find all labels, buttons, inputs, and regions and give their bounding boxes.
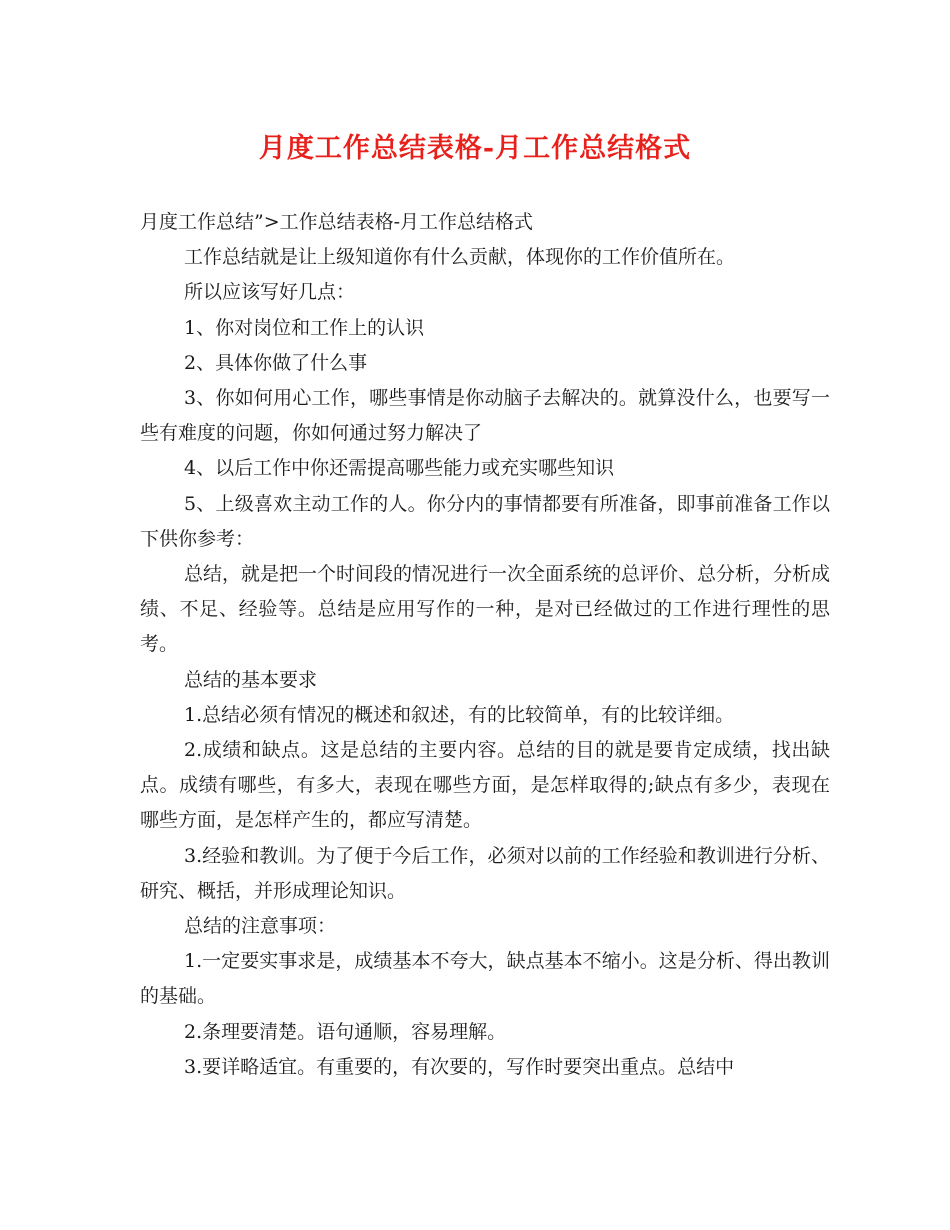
document-body bbox=[140, 205, 830, 1085]
paragraph: 所以应该写好几点： bbox=[184, 281, 356, 304]
list-item: 2、具体你做了什么事 bbox=[184, 351, 368, 374]
list-item: 1、你对岗位和工作上的认识 bbox=[184, 316, 425, 339]
list-item: 3.要详略适宜。有重要的，有次要的，写作时要突出重点。总结中 bbox=[184, 1055, 735, 1078]
paragraph-intro: 月度工作总结”>工作总结表格-月工作总结格式 bbox=[140, 211, 534, 233]
section-heading: 总结的基本要求 bbox=[184, 668, 318, 691]
list-item: 5、上级喜欢主动工作的人。你分内的事情都要有所准备，即事前准备工作以下供你参考： bbox=[140, 492, 830, 550]
list-item: 1.总结必须有情况的概述和叙述，有的比较简单，有的比较详细。 bbox=[184, 703, 735, 726]
list-item: 2.条理要清楚。语句通顺，容易理解。 bbox=[184, 1020, 507, 1043]
paragraph: 总结，就是把一个时间段的情况进行一次全面系统的总评价、总分析，分析成绩、不足、经验等。总结是应用写作的一种，是对已经做过的工作进行理性的思考。 bbox=[140, 563, 831, 656]
list-item: 2.成绩和缺点。这是总结的主要内容。总结的目的就是要肯定成绩，找出缺点。成绩有哪些，有多大，表现在哪些方面，是怎样取得的;缺点有多少，表现在哪些方面，是怎样产生的，都应写清楚。 bbox=[140, 739, 830, 832]
paragraph: 工作总结就是让上级知道你有什么贡献，体现你的工作价值所在。 bbox=[184, 246, 736, 269]
list-item: 3、你如何用心工作，哪些事情是你动脑子去解决的。就算没什么，也要写一些有难度的问题，你如何通过努力解决了 bbox=[140, 387, 830, 445]
list-item: 4、以后工作中你还需提高哪些能力或充实哪些知识 bbox=[184, 457, 615, 480]
list-item: 3.经验和教训。为了便于今后工作，必须对以前的工作经验和教训进行分析、研究、概括，并形成理论知识。 bbox=[140, 844, 830, 902]
list-item: 1.一定要实事求是，成绩基本不夸大，缺点基本不缩小。这是分析、得出教训的基础。 bbox=[140, 950, 830, 1008]
section-heading: 总结的注意事项： bbox=[184, 915, 337, 938]
document-title: 月度工作总结表格-月工作总结格式 bbox=[258, 133, 692, 164]
